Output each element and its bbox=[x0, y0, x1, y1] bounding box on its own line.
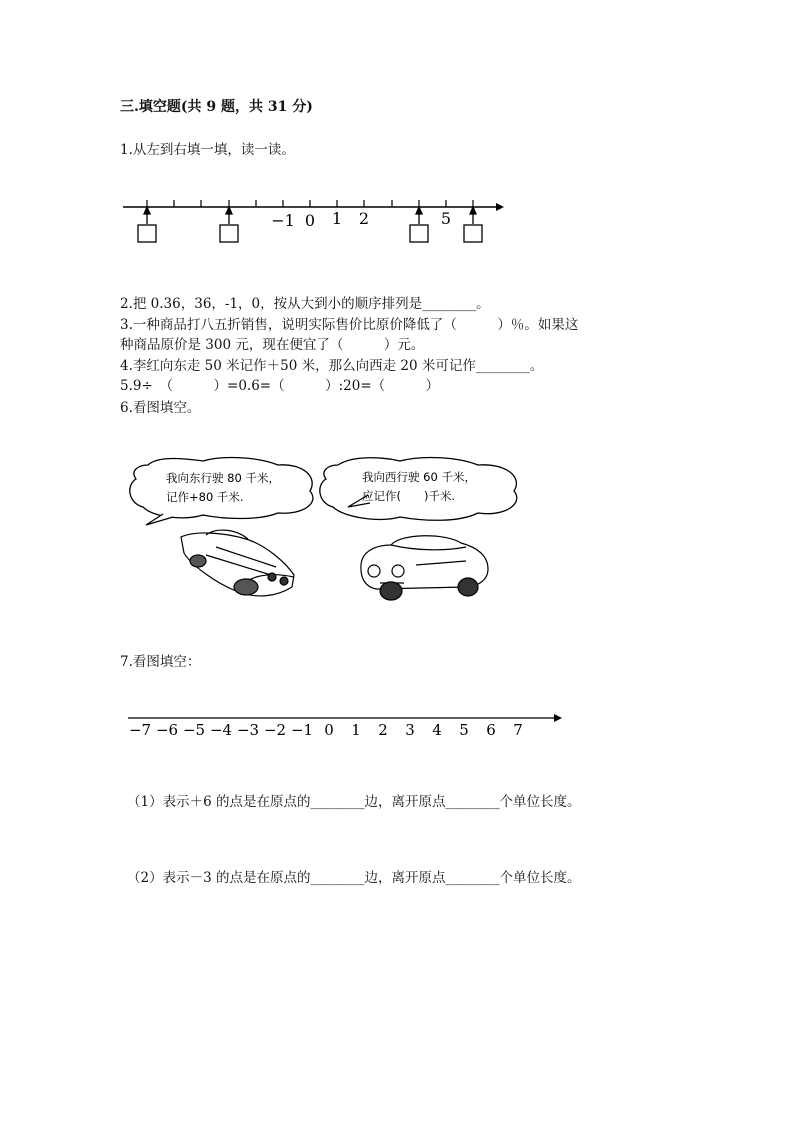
number-line-2 bbox=[120, 705, 570, 745]
question-5: 5.9÷ （ ）=0.6=（ ）:20=（ ） bbox=[120, 378, 440, 394]
number-line-2-label: −5 bbox=[182, 721, 206, 739]
number-line-2-label: 6 bbox=[486, 721, 496, 739]
number-line-2-label: 4 bbox=[432, 721, 442, 739]
answer-box bbox=[138, 225, 156, 242]
question-1: 1.从左到右填一填，读一读。 bbox=[120, 142, 295, 158]
question-6: 6.看图填空。 bbox=[120, 400, 201, 416]
cars-illustration bbox=[176, 525, 496, 605]
speech-bubbles bbox=[128, 455, 528, 530]
number-line-1 bbox=[118, 190, 508, 250]
number-line-2-label: 1 bbox=[351, 721, 361, 739]
answer-box-arrow-4 bbox=[464, 207, 482, 242]
number-line-1-arrowhead bbox=[496, 203, 504, 211]
number-line-2-arrowhead bbox=[554, 714, 562, 722]
question-7-sub-2: （2）表示－3 的点是在原点的________边，离开原点________个单位长度。 bbox=[127, 870, 581, 886]
answer-box bbox=[410, 225, 428, 242]
answer-box-arrow-2 bbox=[220, 207, 238, 242]
number-line-1-label: 1 bbox=[331, 209, 343, 228]
number-line-1-label: 0 bbox=[304, 211, 316, 230]
number-line-1-label: −1 bbox=[271, 211, 295, 230]
number-line-2-label: −1 bbox=[290, 721, 314, 739]
answer-box bbox=[464, 225, 482, 242]
question-7: 7.看图填空： bbox=[120, 654, 201, 670]
number-line-2-labels bbox=[129, 721, 523, 739]
number-line-1-ticks bbox=[147, 200, 473, 207]
answer-box-arrow-3 bbox=[410, 207, 428, 242]
question-3-line-1: 3.一种商品打八五折销售，说明实际售价比原价降低了（ ）％。如果这 bbox=[120, 317, 579, 333]
section-title: 三.填空题(共 9 题，共 31 分) bbox=[120, 99, 313, 115]
number-line-2-label: 3 bbox=[405, 721, 415, 739]
left-bubble-line-1: 我向东行驶 80 千米， bbox=[166, 471, 280, 485]
left-bubble-line-2: 记作+80 千米. bbox=[166, 490, 244, 504]
number-line-2-label: −3 bbox=[236, 721, 260, 739]
answer-box bbox=[220, 225, 238, 242]
number-line-2-label: 2 bbox=[378, 721, 388, 739]
number-line-2-label: 5 bbox=[459, 721, 469, 739]
number-line-1-label: 2 bbox=[358, 209, 370, 228]
question-4: 4.李红向东走 50 米记作＋50 米，那么向西走 20 米可记作________。 bbox=[120, 358, 544, 374]
classic-car-icon bbox=[361, 536, 488, 600]
number-line-2-label: −2 bbox=[263, 721, 287, 739]
number-line-1-label: 5 bbox=[440, 209, 452, 228]
question-7-sub-1: （1）表示＋6 的点是在原点的________边，离开原点________个单位长度。 bbox=[127, 794, 581, 810]
right-bubble-line-1: 我向西行驶 60 千米， bbox=[362, 470, 476, 484]
answer-box-arrow-1 bbox=[138, 207, 156, 242]
number-line-2-label: −7 bbox=[128, 721, 152, 739]
question-3-line-2: 种商品原价是 300 元，现在便宜了（ ）元。 bbox=[120, 337, 425, 353]
number-line-2-label: −4 bbox=[209, 721, 233, 739]
right-bubble-line-2: 应记作( )千米. bbox=[362, 489, 456, 503]
sports-car-icon bbox=[181, 530, 294, 596]
question-2: 2.把 0.36，36，-1，0，按从大到小的顺序排列是________。 bbox=[120, 296, 490, 312]
number-line-2-label: −6 bbox=[155, 721, 179, 739]
number-line-2-label: 0 bbox=[324, 721, 334, 739]
number-line-2-label: 7 bbox=[513, 721, 523, 739]
